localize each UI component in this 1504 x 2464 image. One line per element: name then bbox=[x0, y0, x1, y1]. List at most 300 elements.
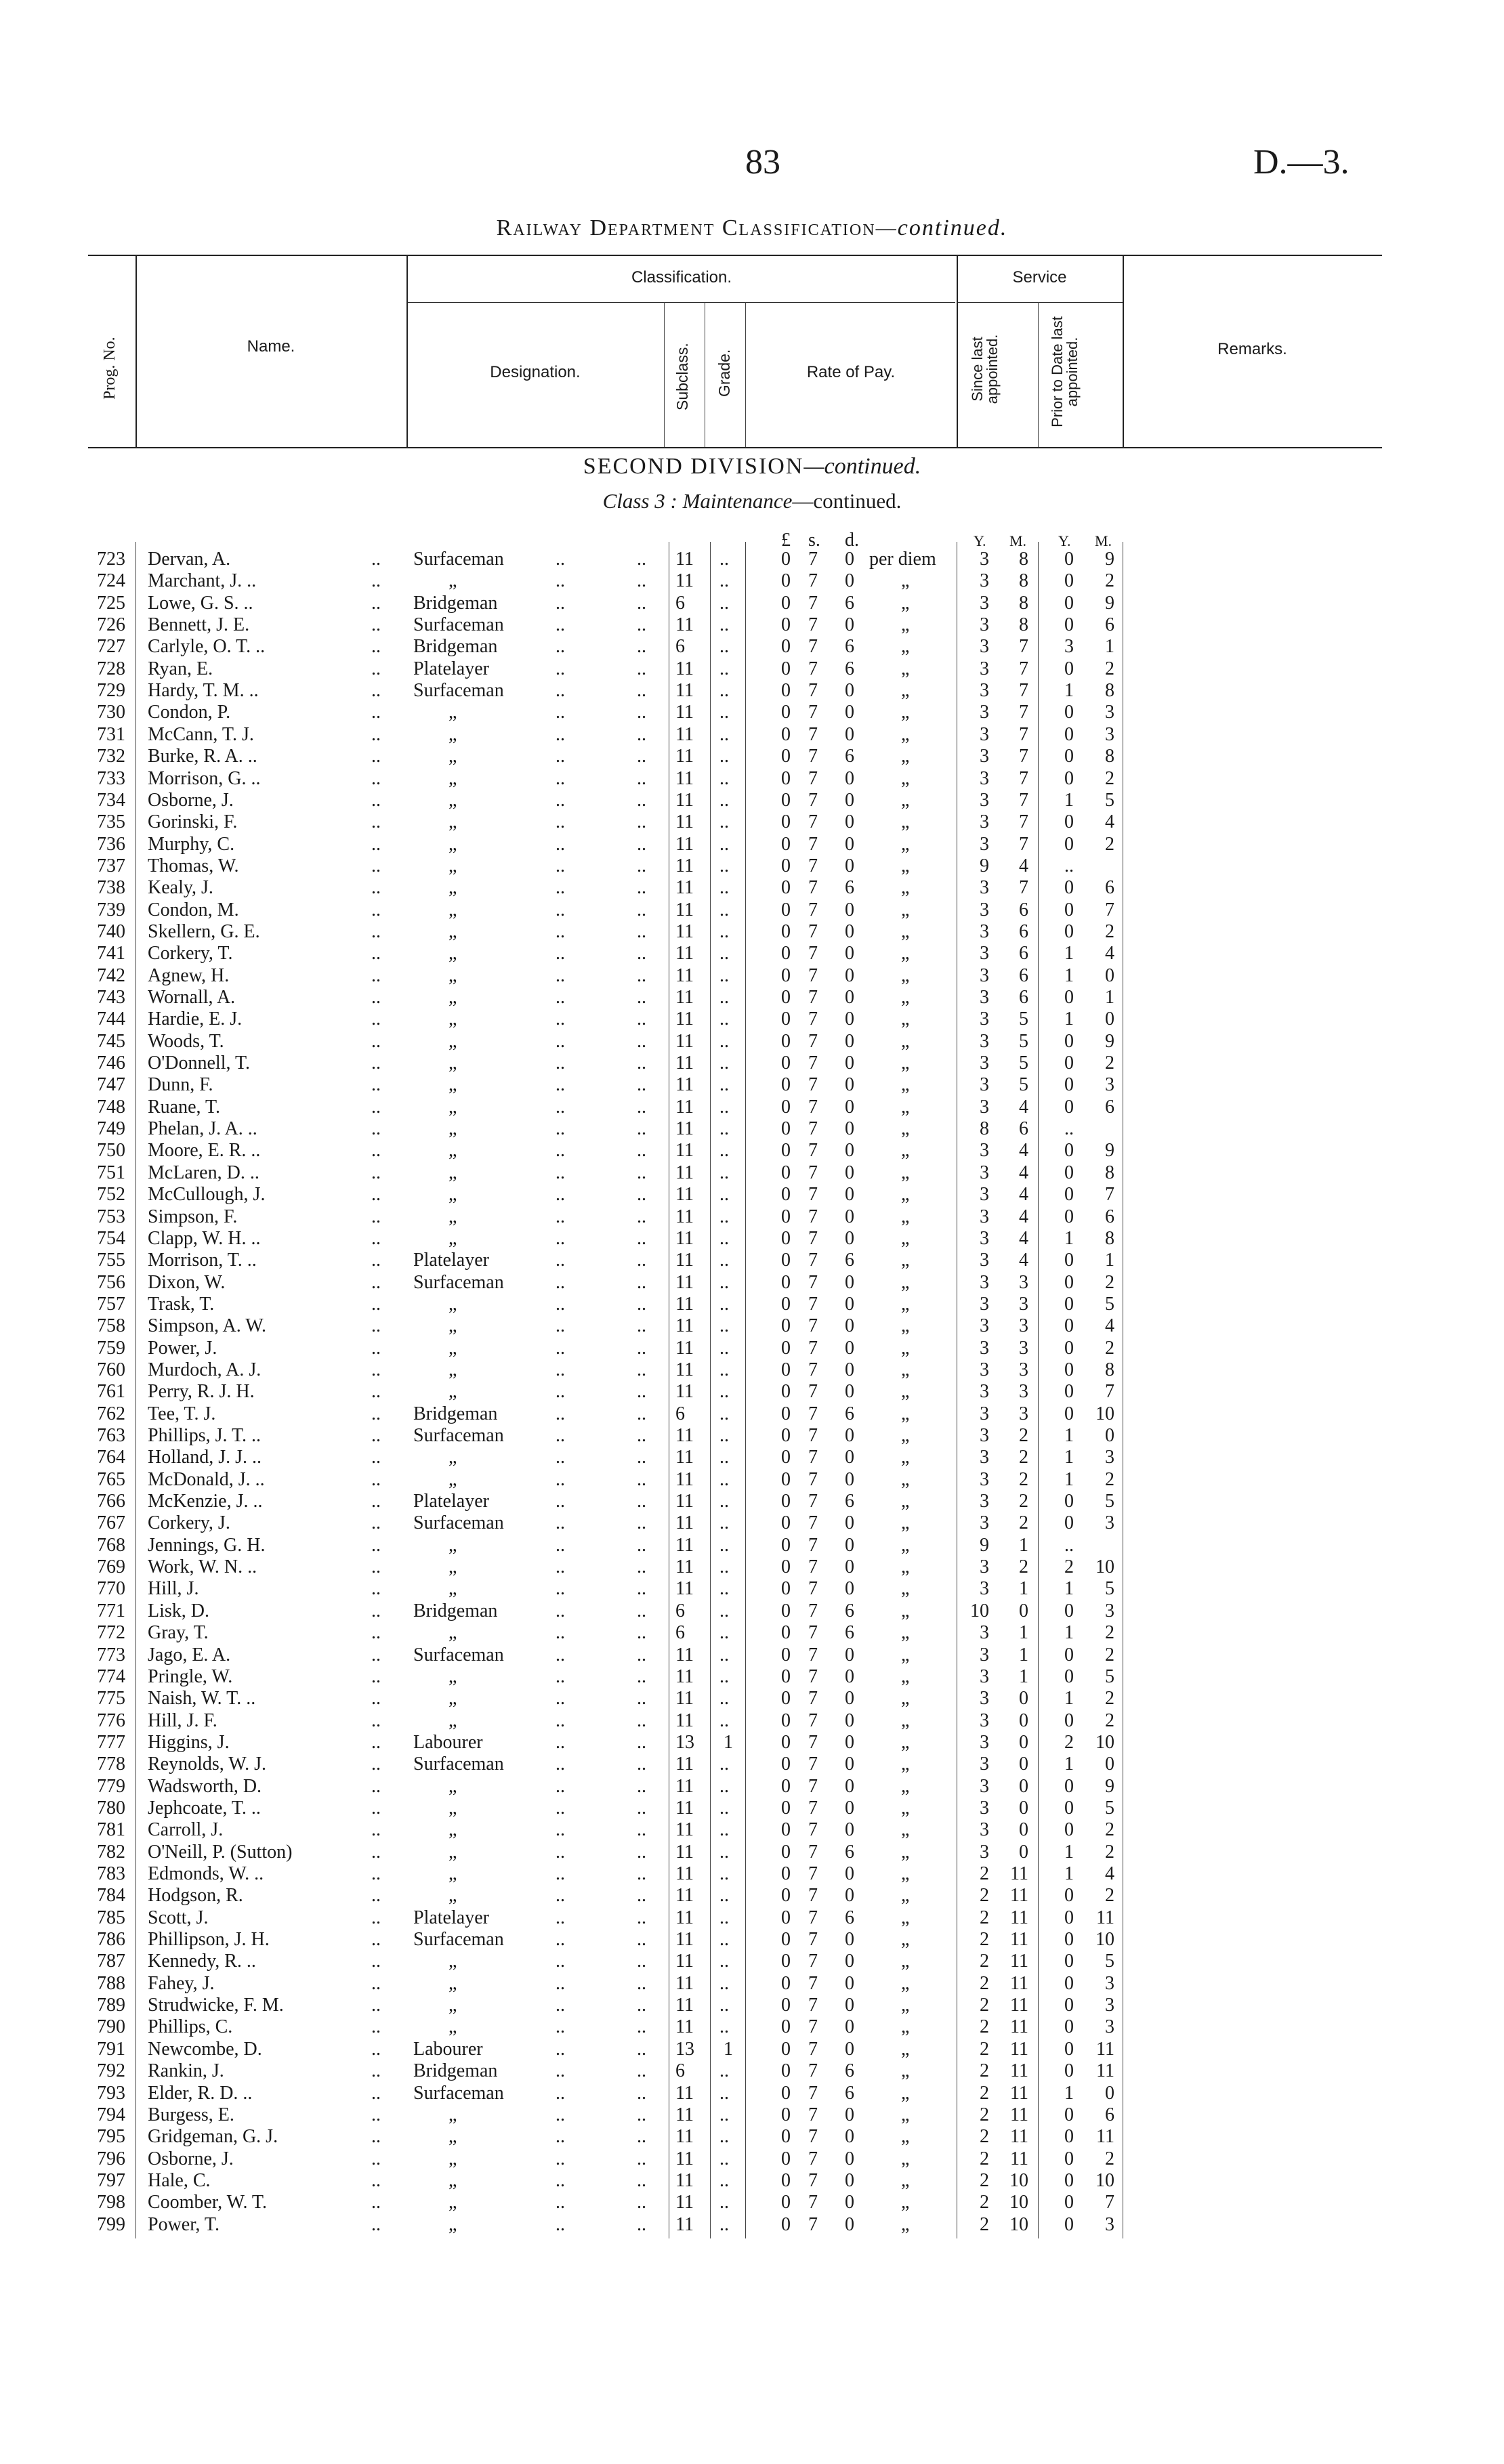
pay-pence: 6 bbox=[845, 877, 854, 899]
grade: .. bbox=[719, 964, 729, 986]
pay-pence: 0 bbox=[845, 1995, 854, 2016]
pay-period: „ bbox=[901, 1951, 910, 1972]
grade: .. bbox=[719, 1250, 729, 1271]
pay-pence: 6 bbox=[845, 1600, 854, 1621]
prior-years: 1 bbox=[1064, 1754, 1074, 1775]
table-row bbox=[0, 1008, 1504, 1030]
prog-no: 798 bbox=[97, 2192, 125, 2213]
employee-name: Lowe, G. S. .. bbox=[148, 592, 253, 614]
subclass: 11 bbox=[675, 1140, 694, 1162]
designation: „ bbox=[448, 943, 457, 964]
leader-dots: .. bbox=[371, 570, 381, 592]
prog-no: 775 bbox=[97, 1688, 125, 1709]
pay-pounds: 0 bbox=[781, 2126, 791, 2148]
pay-period: „ bbox=[901, 702, 910, 723]
pay-pounds: 0 bbox=[781, 964, 791, 986]
header-bottom-rule bbox=[88, 447, 1382, 448]
pay-pence: 0 bbox=[845, 1534, 854, 1556]
grade: .. bbox=[719, 1644, 729, 1665]
prior-years: 0 bbox=[1064, 1184, 1074, 1206]
pay-period: „ bbox=[901, 2126, 910, 2148]
service-subrule bbox=[957, 302, 1123, 303]
prior-months: 4 bbox=[1105, 811, 1114, 833]
grade: .. bbox=[719, 943, 729, 964]
col-header-designation: Designation. bbox=[490, 363, 581, 381]
pay-pence: 6 bbox=[845, 1841, 854, 1863]
leader-dots: .. bbox=[371, 1512, 381, 1534]
table-row bbox=[0, 1315, 1504, 1337]
leader-dots: .. bbox=[371, 1096, 381, 1118]
employee-name: Power, T. bbox=[148, 2213, 220, 2235]
grade: .. bbox=[719, 1863, 729, 1884]
employee-name: Carlyle, O. T. .. bbox=[148, 636, 266, 658]
leader-dots: .. bbox=[371, 1206, 381, 1227]
pay-pounds: 0 bbox=[781, 1512, 791, 1534]
prog-no: 791 bbox=[97, 2038, 125, 2060]
pay-pence: 0 bbox=[845, 943, 854, 964]
leader-dots: .. bbox=[637, 1709, 646, 1731]
table-row bbox=[0, 1359, 1504, 1381]
prog-no: 750 bbox=[97, 1140, 125, 1162]
leader-dots: .. bbox=[556, 1491, 565, 1512]
designation: „ bbox=[448, 1578, 457, 1600]
leader-dots: .. bbox=[637, 1841, 646, 1863]
employee-name: Fahey, J. bbox=[148, 1972, 215, 1994]
leader-dots: .. bbox=[371, 1797, 381, 1819]
prior-months: 10 bbox=[1095, 1403, 1114, 1424]
table-row bbox=[0, 1995, 1504, 2016]
prior-years: 0 bbox=[1064, 1665, 1074, 1687]
leader-dots: .. bbox=[371, 789, 381, 811]
leader-dots: .. bbox=[371, 549, 381, 570]
pay-pence: 0 bbox=[845, 1775, 854, 1797]
leader-dots: .. bbox=[637, 1929, 646, 1951]
leader-dots: .. bbox=[637, 1775, 646, 1797]
leader-dots: .. bbox=[556, 723, 565, 745]
prog-no: 762 bbox=[97, 1403, 125, 1424]
subclass: 11 bbox=[675, 2169, 694, 2191]
since-months: 3 bbox=[1019, 1403, 1028, 1424]
subclass: 13 bbox=[675, 1731, 694, 1753]
leader-dots: .. bbox=[556, 1140, 565, 1162]
prior-years: 0 bbox=[1064, 2169, 1074, 2191]
since-years: 3 bbox=[980, 1227, 989, 1249]
prior-months: 5 bbox=[1105, 1951, 1114, 1972]
subclass: 11 bbox=[675, 899, 694, 920]
pay-shillings: 7 bbox=[808, 1425, 818, 1446]
subclass: 11 bbox=[675, 833, 694, 855]
prog-no: 770 bbox=[97, 1578, 125, 1600]
grade: .. bbox=[719, 899, 729, 920]
prior-months: 10 bbox=[1095, 1731, 1114, 1753]
pay-shillings: 7 bbox=[808, 1644, 818, 1665]
since-months: 0 bbox=[1019, 1754, 1028, 1775]
leader-dots: .. bbox=[371, 1337, 381, 1359]
pay-pence: 0 bbox=[845, 614, 854, 636]
pay-pounds: 0 bbox=[781, 1074, 791, 1096]
since-months: 4 bbox=[1019, 855, 1028, 876]
pay-pounds: 0 bbox=[781, 680, 791, 702]
pay-period: „ bbox=[901, 1271, 910, 1293]
prior-years: 0 bbox=[1064, 1053, 1074, 1074]
prior-years: 1 bbox=[1064, 1227, 1074, 1249]
leader-dots: .. bbox=[556, 1403, 565, 1424]
pay-pence: 0 bbox=[845, 2148, 854, 2169]
employee-name: Scott, J. bbox=[148, 1907, 209, 1928]
pay-period: „ bbox=[901, 1491, 910, 1512]
since-months: 6 bbox=[1019, 1118, 1028, 1140]
since-years: 8 bbox=[980, 1118, 989, 1140]
subclass: 11 bbox=[675, 2082, 694, 2104]
table-row bbox=[0, 724, 1504, 746]
pay-pounds: 0 bbox=[781, 2148, 791, 2169]
since-years: 3 bbox=[980, 702, 989, 723]
leader-dots: .. bbox=[637, 1578, 646, 1600]
prior-months: 11 bbox=[1096, 2038, 1114, 2060]
pay-shillings: 7 bbox=[808, 1600, 818, 1621]
leader-dots: .. bbox=[556, 2148, 565, 2169]
leader-dots: .. bbox=[556, 1622, 565, 1644]
designation: Surfaceman bbox=[413, 680, 504, 702]
prior-years: 0 bbox=[1064, 2213, 1074, 2235]
since-years: 3 bbox=[980, 1512, 989, 1534]
designation: „ bbox=[448, 855, 457, 876]
leader-dots: .. bbox=[371, 1578, 381, 1600]
leader-dots: .. bbox=[371, 1972, 381, 1994]
table-row bbox=[0, 1140, 1504, 1162]
table-row bbox=[0, 1907, 1504, 1929]
prior-years: 0 bbox=[1064, 1162, 1074, 1183]
pay-pounds: 0 bbox=[781, 1030, 791, 1052]
leader-dots: .. bbox=[637, 2192, 646, 2213]
subclass: 11 bbox=[675, 1447, 694, 1468]
since-years: 2 bbox=[980, 1885, 989, 1907]
pay-pounds: 0 bbox=[781, 1995, 791, 2016]
leader-dots: .. bbox=[556, 1578, 565, 1600]
leader-dots: .. bbox=[556, 1665, 565, 1687]
pay-pence: 0 bbox=[845, 2016, 854, 2038]
grade: .. bbox=[719, 1972, 729, 1994]
prior-years: 1 bbox=[1064, 1425, 1074, 1446]
leader-dots: .. bbox=[637, 1337, 646, 1359]
leader-dots: .. bbox=[637, 1468, 646, 1490]
employee-name: Wadsworth, D. bbox=[148, 1775, 262, 1797]
table-row bbox=[0, 1469, 1504, 1491]
prog-no: 765 bbox=[97, 1468, 125, 1490]
prior-months: 1 bbox=[1105, 1250, 1114, 1271]
prog-no: 792 bbox=[97, 2060, 125, 2082]
since-years: 3 bbox=[980, 1030, 989, 1052]
pay-period: „ bbox=[901, 2104, 910, 2125]
since-years: 2 bbox=[980, 2192, 989, 2213]
leader-dots: .. bbox=[556, 1709, 565, 1731]
table-row bbox=[0, 2192, 1504, 2213]
leader-dots: .. bbox=[637, 1556, 646, 1578]
pay-period: „ bbox=[901, 1227, 910, 1249]
pay-shillings: 7 bbox=[808, 680, 818, 702]
leader-dots: .. bbox=[637, 1140, 646, 1162]
prog-no: 744 bbox=[97, 1008, 125, 1030]
table-row bbox=[0, 1688, 1504, 1709]
prior-years: 0 bbox=[1064, 1140, 1074, 1162]
table-row bbox=[0, 921, 1504, 943]
prog-no: 784 bbox=[97, 1885, 125, 1907]
prog-no: 742 bbox=[97, 964, 125, 986]
grade: .. bbox=[719, 811, 729, 833]
designation: Labourer bbox=[413, 1731, 483, 1753]
leader-dots: .. bbox=[637, 702, 646, 723]
pay-pence: 0 bbox=[845, 1359, 854, 1380]
subclass: 11 bbox=[675, 1863, 694, 1884]
since-years: 3 bbox=[980, 1841, 989, 1863]
leader-dots: .. bbox=[371, 1534, 381, 1556]
pay-pounds: 0 bbox=[781, 811, 791, 833]
since-months: 0 bbox=[1019, 1731, 1028, 1753]
leader-dots: .. bbox=[637, 2060, 646, 2082]
grade: .. bbox=[719, 1447, 729, 1468]
leader-dots: .. bbox=[371, 1688, 381, 1709]
since-months: 11 bbox=[1010, 2126, 1028, 2148]
leader-dots: .. bbox=[556, 1250, 565, 1271]
leader-dots: .. bbox=[556, 1315, 565, 1337]
designation: „ bbox=[448, 1885, 457, 1907]
prior-months: 11 bbox=[1096, 1907, 1114, 1928]
table-row bbox=[0, 2170, 1504, 2192]
leader-dots: .. bbox=[637, 658, 646, 679]
table-row bbox=[0, 834, 1504, 855]
prog-no: 726 bbox=[97, 614, 125, 636]
designation: Labourer bbox=[413, 2038, 483, 2060]
pay-shillings: 7 bbox=[808, 1140, 818, 1162]
since-months: 10 bbox=[1009, 2169, 1028, 2191]
employee-name: Dunn, F. bbox=[148, 1074, 213, 1096]
grade: .. bbox=[719, 2148, 729, 2169]
prior-years: 1 bbox=[1064, 1578, 1074, 1600]
document-title bbox=[0, 215, 1504, 241]
prior-years: 0 bbox=[1064, 570, 1074, 592]
since-months: 7 bbox=[1019, 680, 1028, 702]
employee-name: Gorinski, F. bbox=[148, 811, 238, 833]
since-months: 2 bbox=[1019, 1556, 1028, 1578]
designation: „ bbox=[448, 1074, 457, 1096]
leader-dots: .. bbox=[637, 1600, 646, 1621]
pay-pounds: 0 bbox=[781, 1403, 791, 1424]
subclass: 11 bbox=[675, 811, 694, 833]
pay-shillings: 7 bbox=[808, 1468, 818, 1490]
prior-months: 10 bbox=[1095, 1929, 1114, 1951]
table-row bbox=[0, 855, 1504, 877]
pay-shillings: 7 bbox=[808, 1972, 818, 1994]
prior-months: 5 bbox=[1105, 1293, 1114, 1315]
pay-period: „ bbox=[901, 1140, 910, 1162]
subclass: 11 bbox=[675, 1512, 694, 1534]
prog-no: 739 bbox=[97, 899, 125, 920]
prior-months: 4 bbox=[1105, 1315, 1114, 1337]
prior-months: 9 bbox=[1105, 549, 1114, 570]
since-months: 0 bbox=[1019, 1709, 1028, 1731]
prog-no: 749 bbox=[97, 1118, 125, 1140]
table-row bbox=[0, 2148, 1504, 2170]
leader-dots: .. bbox=[371, 1315, 381, 1337]
table-row bbox=[0, 1842, 1504, 1863]
prog-no: 785 bbox=[97, 1907, 125, 1928]
leader-dots: .. bbox=[556, 702, 565, 723]
pay-period: „ bbox=[901, 636, 910, 658]
pay-pounds: 0 bbox=[781, 1271, 791, 1293]
pay-pence: 0 bbox=[845, 1184, 854, 1206]
subclass: 11 bbox=[675, 767, 694, 789]
prior-years: 1 bbox=[1064, 1863, 1074, 1884]
leader-dots: .. bbox=[371, 855, 381, 876]
table-row bbox=[0, 987, 1504, 1008]
leader-dots: .. bbox=[637, 1885, 646, 1907]
prior-months: 0 bbox=[1105, 2082, 1114, 2104]
since-months: 7 bbox=[1019, 789, 1028, 811]
since-months: 11 bbox=[1010, 2148, 1028, 2169]
prog-no: 767 bbox=[97, 1512, 125, 1534]
employee-name: Higgins, J. bbox=[148, 1731, 230, 1753]
grade: .. bbox=[719, 1929, 729, 1951]
employee-name: Woods, T. bbox=[148, 1030, 224, 1052]
designation: „ bbox=[448, 1709, 457, 1731]
prog-no: 743 bbox=[97, 987, 125, 1008]
prog-no: 723 bbox=[97, 549, 125, 570]
pay-period: „ bbox=[901, 811, 910, 833]
leader-dots: .. bbox=[556, 2192, 565, 2213]
grade: .. bbox=[719, 658, 729, 679]
pay-pounds: 0 bbox=[781, 746, 791, 767]
employee-name: Phelan, J. A. .. bbox=[148, 1118, 257, 1140]
pay-shillings: 7 bbox=[808, 1731, 818, 1753]
prior-months: 9 bbox=[1105, 1030, 1114, 1052]
leader-dots: .. bbox=[637, 811, 646, 833]
grade: .. bbox=[719, 789, 729, 811]
prior-years: .. bbox=[1064, 1118, 1074, 1140]
leader-dots: .. bbox=[637, 1907, 646, 1928]
since-months: 11 bbox=[1010, 1951, 1028, 1972]
leader-dots: .. bbox=[556, 1227, 565, 1249]
leader-dots: .. bbox=[637, 549, 646, 570]
employee-name: Osborne, J. bbox=[148, 789, 234, 811]
since-months: 1 bbox=[1019, 1534, 1028, 1556]
pay-shillings: 7 bbox=[808, 1665, 818, 1687]
pay-pounds: 0 bbox=[781, 877, 791, 899]
table-row bbox=[0, 1644, 1504, 1666]
pay-shillings: 7 bbox=[808, 899, 818, 920]
unit-since-months: M. bbox=[1009, 532, 1027, 549]
pay-pounds: 0 bbox=[781, 1053, 791, 1074]
pay-pence: 0 bbox=[845, 1556, 854, 1578]
prog-no: 730 bbox=[97, 702, 125, 723]
leader-dots: .. bbox=[637, 1008, 646, 1030]
pay-shillings: 7 bbox=[808, 1096, 818, 1118]
prior-months: 2 bbox=[1105, 920, 1114, 942]
pay-pence: 0 bbox=[845, 1731, 854, 1753]
prog-no: 761 bbox=[97, 1381, 125, 1403]
table-row bbox=[0, 658, 1504, 680]
pay-pounds: 0 bbox=[781, 723, 791, 745]
leader-dots: .. bbox=[556, 2038, 565, 2060]
pay-shillings: 7 bbox=[808, 1578, 818, 1600]
leader-dots: .. bbox=[556, 789, 565, 811]
pay-pence: 0 bbox=[845, 2169, 854, 2191]
pay-pounds: 0 bbox=[781, 1468, 791, 1490]
prog-no: 729 bbox=[97, 680, 125, 702]
leader-dots: .. bbox=[556, 2016, 565, 2038]
prior-months: 2 bbox=[1105, 1885, 1114, 1907]
leader-dots: .. bbox=[556, 680, 565, 702]
leader-dots: .. bbox=[556, 1206, 565, 1227]
prior-years: 1 bbox=[1064, 1841, 1074, 1863]
employee-name: Power, J. bbox=[148, 1337, 217, 1359]
pay-pounds: 0 bbox=[781, 636, 791, 658]
prior-months: 3 bbox=[1105, 1512, 1114, 1534]
leader-dots: .. bbox=[371, 1227, 381, 1249]
grade: 1 bbox=[724, 2038, 733, 2060]
subclass: 11 bbox=[675, 1425, 694, 1446]
prior-months: 1 bbox=[1105, 987, 1114, 1008]
table-row bbox=[0, 1600, 1504, 1622]
leader-dots: .. bbox=[637, 746, 646, 767]
employee-name: Simpson, A. W. bbox=[148, 1315, 267, 1337]
prior-months: 5 bbox=[1105, 1578, 1114, 1600]
prog-no: 735 bbox=[97, 811, 125, 833]
pay-shillings: 7 bbox=[808, 811, 818, 833]
leader-dots: .. bbox=[556, 920, 565, 942]
leader-dots: .. bbox=[637, 1491, 646, 1512]
leader-dots: .. bbox=[556, 2126, 565, 2148]
table-row bbox=[0, 899, 1504, 921]
prog-no: 748 bbox=[97, 1096, 125, 1118]
prior-years: 0 bbox=[1064, 2192, 1074, 2213]
subclass: 11 bbox=[675, 1754, 694, 1775]
since-years: 3 bbox=[980, 1074, 989, 1096]
since-months: 4 bbox=[1019, 1140, 1028, 1162]
leader-dots: .. bbox=[556, 2213, 565, 2235]
pay-pence: 0 bbox=[845, 1754, 854, 1775]
pay-period: „ bbox=[901, 767, 910, 789]
grade: .. bbox=[719, 1468, 729, 1490]
prog-no: 795 bbox=[97, 2126, 125, 2148]
leader-dots: .. bbox=[556, 1030, 565, 1052]
since-months: 4 bbox=[1019, 1096, 1028, 1118]
table-row bbox=[0, 1381, 1504, 1403]
prior-months: 8 bbox=[1105, 680, 1114, 702]
since-months: 3 bbox=[1019, 1381, 1028, 1403]
designation: „ bbox=[448, 1293, 457, 1315]
col-header-service: Service bbox=[1012, 268, 1067, 286]
pay-period: „ bbox=[901, 2082, 910, 2104]
pay-period: „ bbox=[901, 943, 910, 964]
prior-months: 2 bbox=[1105, 1688, 1114, 1709]
since-years: 3 bbox=[980, 943, 989, 964]
prior-years: 1 bbox=[1064, 680, 1074, 702]
pay-shillings: 7 bbox=[808, 2126, 818, 2148]
since-months: 7 bbox=[1019, 658, 1028, 679]
pay-period: „ bbox=[901, 1337, 910, 1359]
pay-shillings: 7 bbox=[808, 1819, 818, 1841]
pay-pence: 6 bbox=[845, 746, 854, 767]
prior-years: 0 bbox=[1064, 1972, 1074, 1994]
since-years: 3 bbox=[980, 1140, 989, 1162]
pay-pounds: 0 bbox=[781, 1447, 791, 1468]
prior-months: 6 bbox=[1105, 1206, 1114, 1227]
leader-dots: .. bbox=[637, 2126, 646, 2148]
subclass: 11 bbox=[675, 1775, 694, 1797]
grade: .. bbox=[719, 2213, 729, 2235]
prior-years: 0 bbox=[1064, 1885, 1074, 1907]
leader-dots: .. bbox=[637, 614, 646, 636]
